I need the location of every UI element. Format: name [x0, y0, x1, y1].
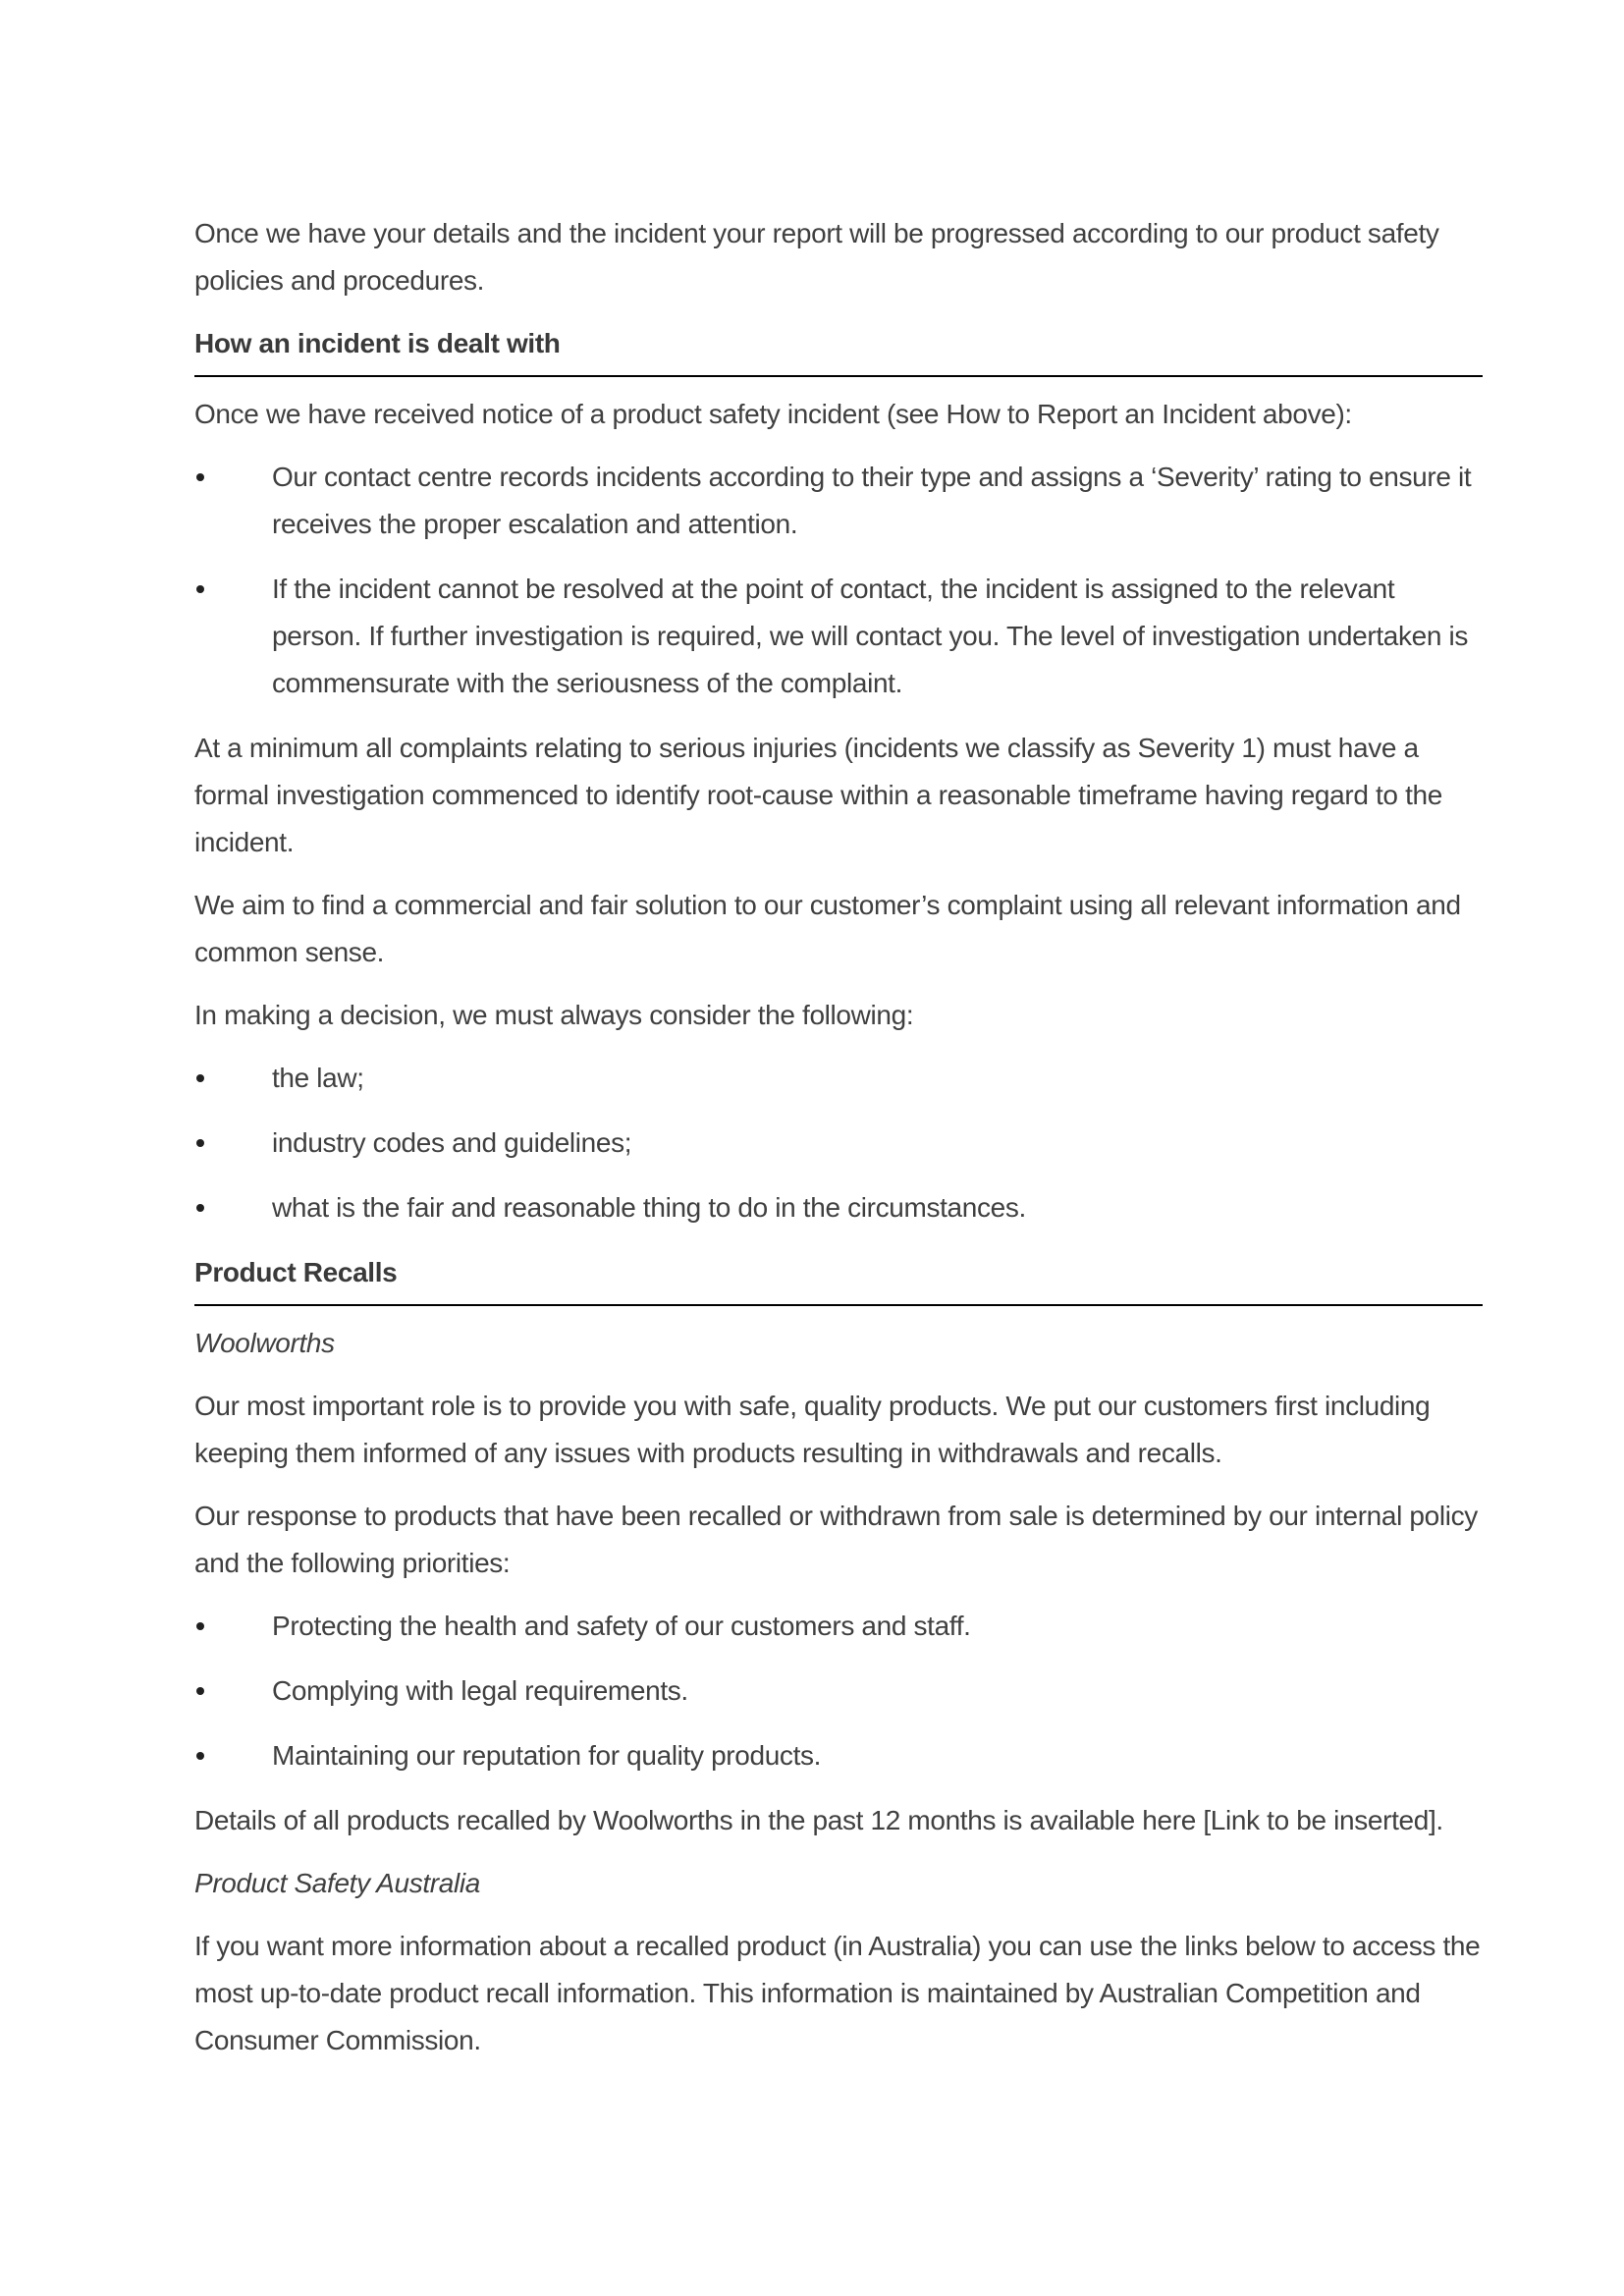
- recalls-section-heading: Product Recalls: [194, 1249, 1483, 1306]
- intro-paragraph: Once we have your details and the incident your report will be progressed according to our product safety policies and procedures.: [194, 218, 1439, 296]
- list-item: [194, 1120, 1483, 1167]
- list-item: [194, 566, 1483, 707]
- list-item: [194, 1184, 1483, 1231]
- list-item-text: If the incident cannot be resolved at the point of contact, the incident is assigned to the relevant person. If further investigation is required, we will contact you. The level of investigation undertaken is commensurate with the seriousness of the complaint.: [272, 574, 1469, 698]
- bullet-icon: [196, 1667, 216, 1715]
- bullet-icon: [196, 566, 216, 613]
- bullet-icon: [196, 1732, 216, 1779]
- list-item: [194, 1732, 1483, 1779]
- role-paragraph: Our most important role is to provide you with safe, quality products. We put our customers first including keeping them informed of any issues with products resulting in withdrawals and recalls.: [194, 1391, 1431, 1468]
- incident-handling-list: [194, 454, 1483, 707]
- incident-intro-paragraph: Once we have received notice of a product safety incident (see How to Report an Incident above):: [194, 399, 1352, 429]
- list-item-text: Our contact centre records incidents according to their type and assigns a ‘Severity’ rating to ensure it receives the proper escalation and attention.: [272, 462, 1472, 539]
- product-safety-australia-subheading: Product Safety Australia: [194, 1868, 480, 1898]
- minimum-investigation-paragraph: At a minimum all complaints relating to serious injuries (incidents we classify as Severity 1) must have a formal investigation commenced to identify root-cause within a reasonable timeframe having regard to the incident.: [194, 733, 1442, 857]
- list-item-text: Maintaining our reputation for quality products.: [272, 1740, 822, 1771]
- list-item: [194, 1667, 1483, 1715]
- list-item-text: what is the fair and reasonable thing to do in the circumstances.: [272, 1192, 1026, 1223]
- bullet-icon: [196, 1603, 216, 1650]
- incident-section-heading: How an incident is dealt with: [194, 320, 1483, 377]
- list-item: [194, 1055, 1483, 1102]
- recall-details-paragraph: Details of all products recalled by Woolworths in the past 12 months is available here [Link to be inserted].: [194, 1805, 1443, 1835]
- considerations-list: [194, 1055, 1483, 1231]
- list-item-text: industry codes and guidelines;: [272, 1127, 632, 1158]
- list-item: [194, 1603, 1483, 1650]
- decision-paragraph: In making a decision, we must always consider the following:: [194, 1000, 914, 1030]
- list-item-text: Protecting the health and safety of our customers and staff.: [272, 1611, 971, 1641]
- list-item-text: the law;: [272, 1063, 364, 1093]
- list-item: [194, 454, 1483, 548]
- bullet-icon: [196, 1120, 216, 1167]
- bullet-icon: [196, 1184, 216, 1231]
- priorities-list: [194, 1603, 1483, 1779]
- fair-solution-paragraph: We aim to find a commercial and fair solution to our customer’s complaint using all relevant information and common sense.: [194, 890, 1461, 967]
- response-paragraph: Our response to products that have been recalled or withdrawn from sale is determined by our internal policy and the following priorities:: [194, 1501, 1478, 1578]
- document-page: [194, 210, 1483, 2080]
- woolworths-subheading: Woolworths: [194, 1328, 335, 1358]
- list-item-text: Complying with legal requirements.: [272, 1675, 688, 1706]
- recall-info-paragraph: If you want more information about a recalled product (in Australia) you can use the links below to access the most up-to-date product recall information. This information is maintained by Australian Competition and Consumer Commission.: [194, 1931, 1481, 2055]
- bullet-icon: [196, 1055, 216, 1102]
- bullet-icon: [196, 454, 216, 501]
